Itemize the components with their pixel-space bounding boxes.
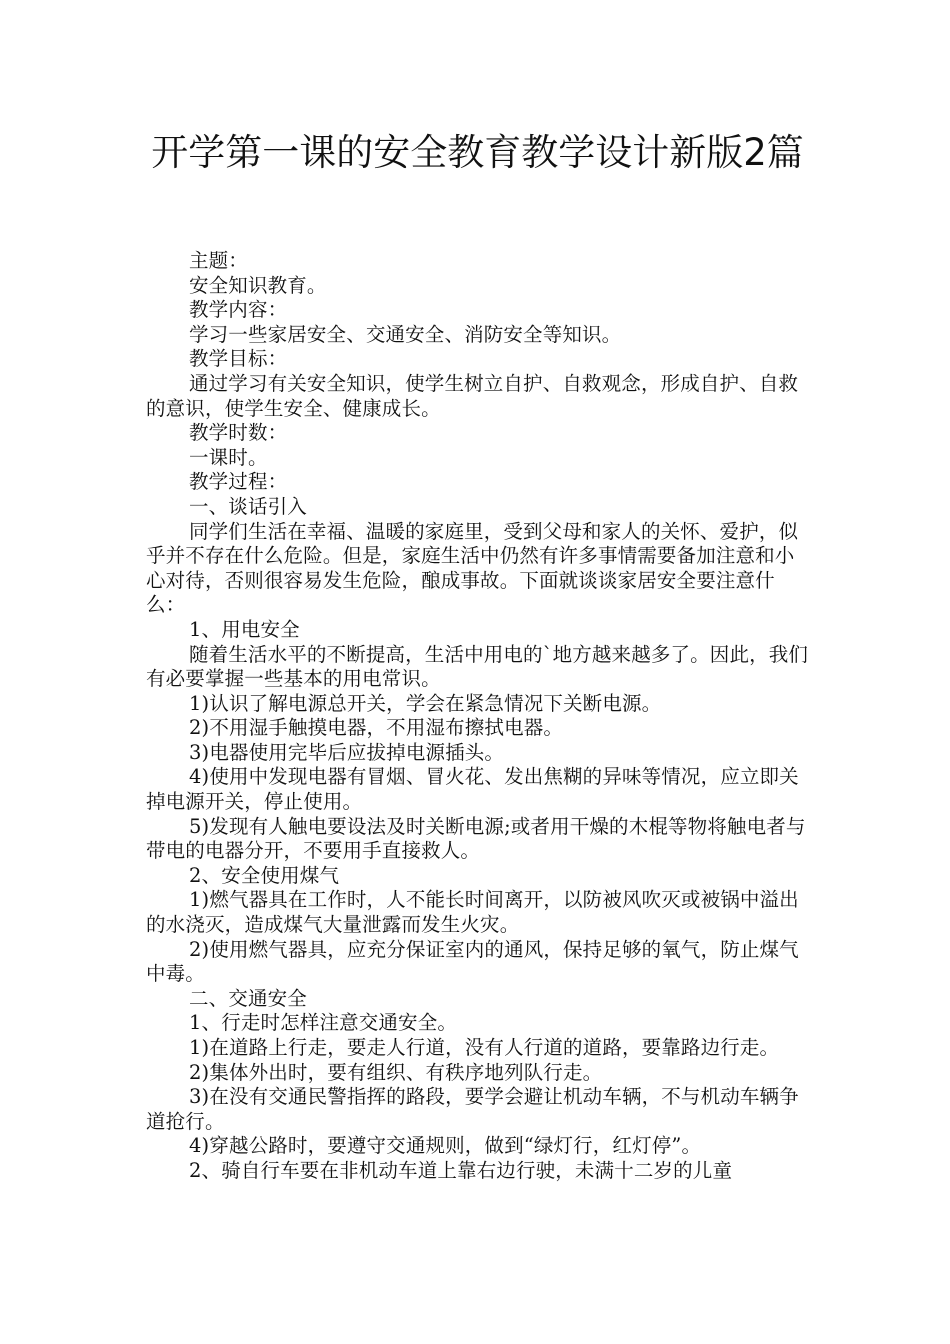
paragraph: 教学内容： — [189, 298, 288, 322]
paragraph: 主题： — [189, 249, 248, 272]
list-item: 4)使用中发现电器有冒烟、冒火花、发出焦糊的异味等情况，应立即关掉电源开关，停止使用。 — [146, 765, 799, 814]
paragraph: 安全知识教育。 — [189, 273, 327, 297]
section-heading: 一、谈话引入 — [189, 494, 307, 518]
document-title: 开学第一课的安全教育教学设计新版2篇 — [151, 131, 804, 174]
list-item: 4)穿越公路时，要遵守交通规则，做到“绿灯行，红灯停”。 — [189, 1134, 702, 1158]
paragraph: 随着生活水平的不断提高，生活中用电的`地方越来越多了。因此，我们有必要掌握一些基本的用电常识。 — [146, 642, 809, 691]
list-item: 1)燃气器具在工作时，人不能长时间离开，以防被风吹灭或被锅中溢出的水浇灭，造成煤气大量泄露而发生火灾。 — [146, 888, 799, 937]
subsection-heading: 1、用电安全 — [189, 617, 300, 641]
list-item: 5)发现有人触电要设法及时关断电源;或者用干燥的木棍等物将触电者与带电的电器分开，不要用手直接救人。 — [146, 814, 806, 863]
paragraph: 同学们生活在幸福、温暖的家庭里，受到父母和家人的关怀、爱护，似乎并不存在什么危险。但是，家庭生活中仍然有许多事情需要备加注意和小心对待，否则很容易发生危险，酿成事故。下面就谈谈家居安全要注意什么： — [146, 519, 799, 617]
list-item: 1)认识了解电源总开关，学会在紧急情况下关断电源。 — [189, 691, 662, 715]
paragraph: 教学时数： — [189, 421, 288, 445]
list-item: 2)集体外出时，要有组织、有秩序地列队行走。 — [189, 1060, 603, 1084]
list-item: 1)在道路上行走，要走人行道，没有人行道的道路，要靠路边行走。 — [189, 1036, 780, 1059]
subsection-heading: 2、安全使用煤气 — [189, 863, 340, 887]
paragraph: 教学目标： — [189, 347, 288, 371]
document-body — [146, 249, 810, 1184]
paragraph: 一课时。 — [189, 445, 268, 469]
list-item: 3)电器使用完毕后应拔掉电源插头。 — [189, 740, 505, 764]
list-item: 2)使用燃气器具，应充分保证室内的通风，保持足够的氧气，防止煤气中毒。 — [146, 937, 799, 986]
paragraph: 学习一些家居安全、交通安全、消防安全等知识。 — [189, 322, 622, 346]
paragraph: 教学过程： — [189, 470, 288, 494]
paragraph: 通过学习有关安全知识，使学生树立自护、自救观念，形成自护、自救的意识，使学生安全、健康成长。 — [146, 371, 799, 420]
paragraph: 2、骑自行车要在非机动车道上靠右边行驶，未满十二岁的儿童 — [189, 1158, 733, 1182]
subsection-heading: 1、行走时怎样注意交通安全。 — [189, 1011, 458, 1035]
section-heading: 二、交通安全 — [189, 986, 307, 1010]
list-item: 3)在没有交通民警指挥的路段，要学会避让机动车辆，不与机动车辆争道抢行。 — [146, 1085, 799, 1133]
list-item: 2)不用湿手触摸电器，不用湿布擦拭电器。 — [189, 716, 564, 740]
